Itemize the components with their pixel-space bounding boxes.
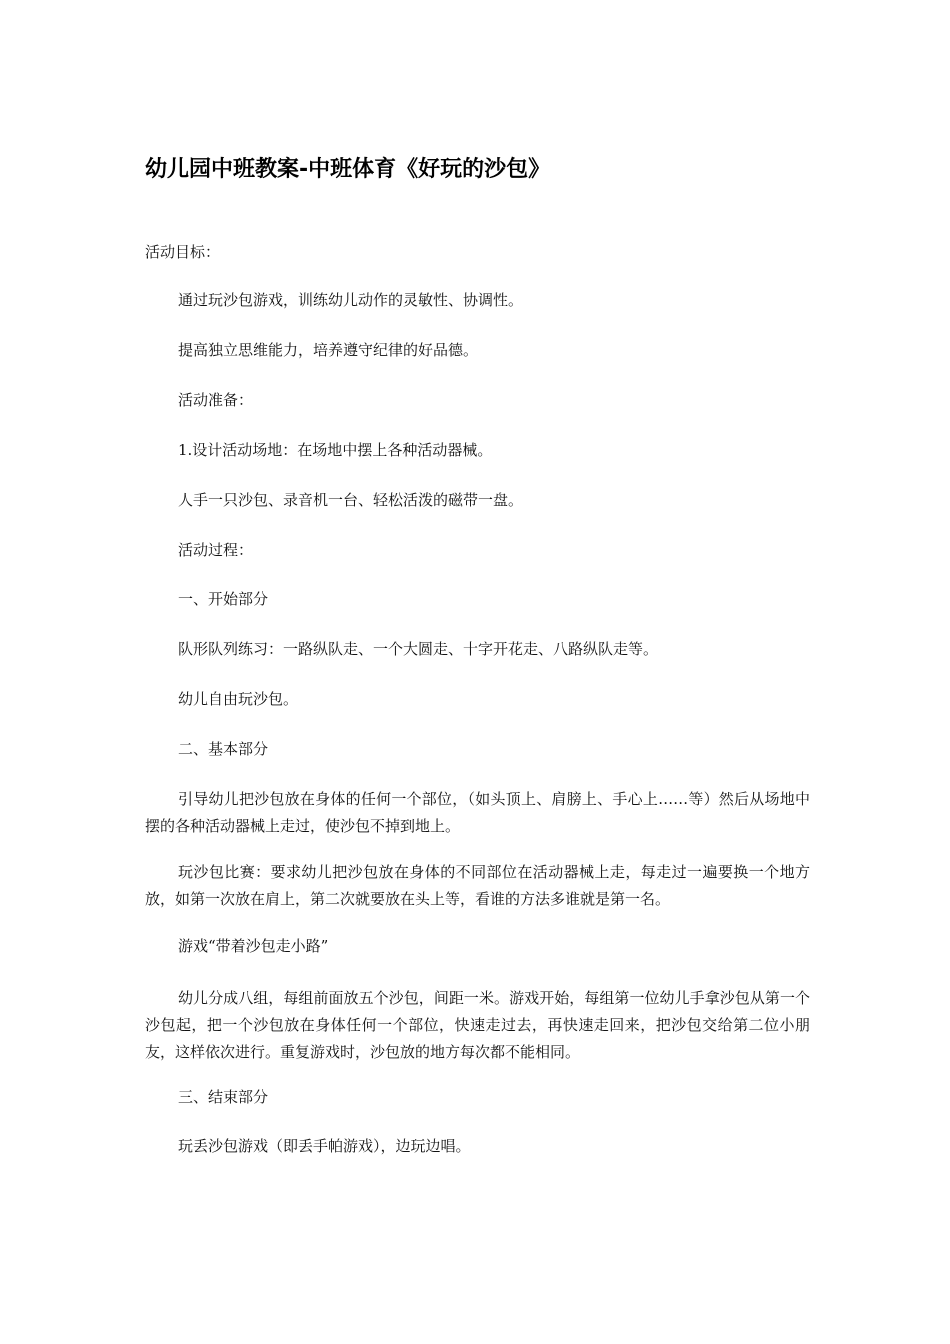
paragraph-game-title: 游戏“带着沙包走小路”: [178, 937, 329, 955]
section-heading-basic: 二、基本部分: [178, 740, 269, 758]
paragraph-free-play: 幼儿自由玩沙包。: [178, 690, 299, 708]
paragraph-objective-2: 提高独立思维能力，培养遵守纪律的好品德。: [178, 341, 479, 359]
paragraph-preparation-2: 人手一只沙包、录音机一台、轻松活泼的磁带一盘。: [178, 491, 524, 509]
paragraph-game-rules: 幼儿分成八组，每组前面放五个沙包，间距一米。游戏开始，每组第一位幼儿手拿沙包从第一个沙包起，把一个沙包放在身体任何一个部位，快速走过去，再快速走回来，把沙包交给第二位小朋友，这样依次进行。重复游戏时，沙包放的地方每次都不能相同。: [145, 989, 810, 1061]
preparation-label: 活动准备：: [178, 391, 254, 409]
section-heading-end: 三、结束部分: [178, 1088, 269, 1106]
paragraph-guide: 引导幼儿把沙包放在身体的任何一个部位，（如头顶上、肩膀上、手心上……等）然后从场地中摆的各种活动器械上走过，使沙包不掉到地上。: [145, 790, 810, 835]
process-label: 活动过程：: [178, 541, 254, 559]
section-heading-start: 一、开始部分: [178, 590, 269, 608]
paragraph-competition: 玩沙包比赛：要求幼儿把沙包放在身体的不同部位在活动器械上走，每走过一遍要换一个地方放，如第一次放在肩上，第二次就要放在头上等，看谁的方法多谁就是第一名。: [145, 863, 810, 908]
paragraph-preparation-1: 1.设计活动场地：在场地中摆上各种活动器械。: [178, 441, 493, 459]
document-title: 幼儿园中班教案-中班体育《好玩的沙包》: [145, 157, 551, 182]
paragraph-ending-game: 玩丢沙包游戏（即丢手帕游戏），边玩边唱。: [178, 1137, 471, 1155]
paragraph-formation: 队形队列练习：一路纵队走、一个大圆走、十字开花走、八路纵队走等。: [178, 640, 659, 658]
paragraph-objective-1: 通过玩沙包游戏，训练幼儿动作的灵敏性、协调性。: [178, 291, 524, 309]
objectives-label: 活动目标：: [145, 243, 221, 261]
